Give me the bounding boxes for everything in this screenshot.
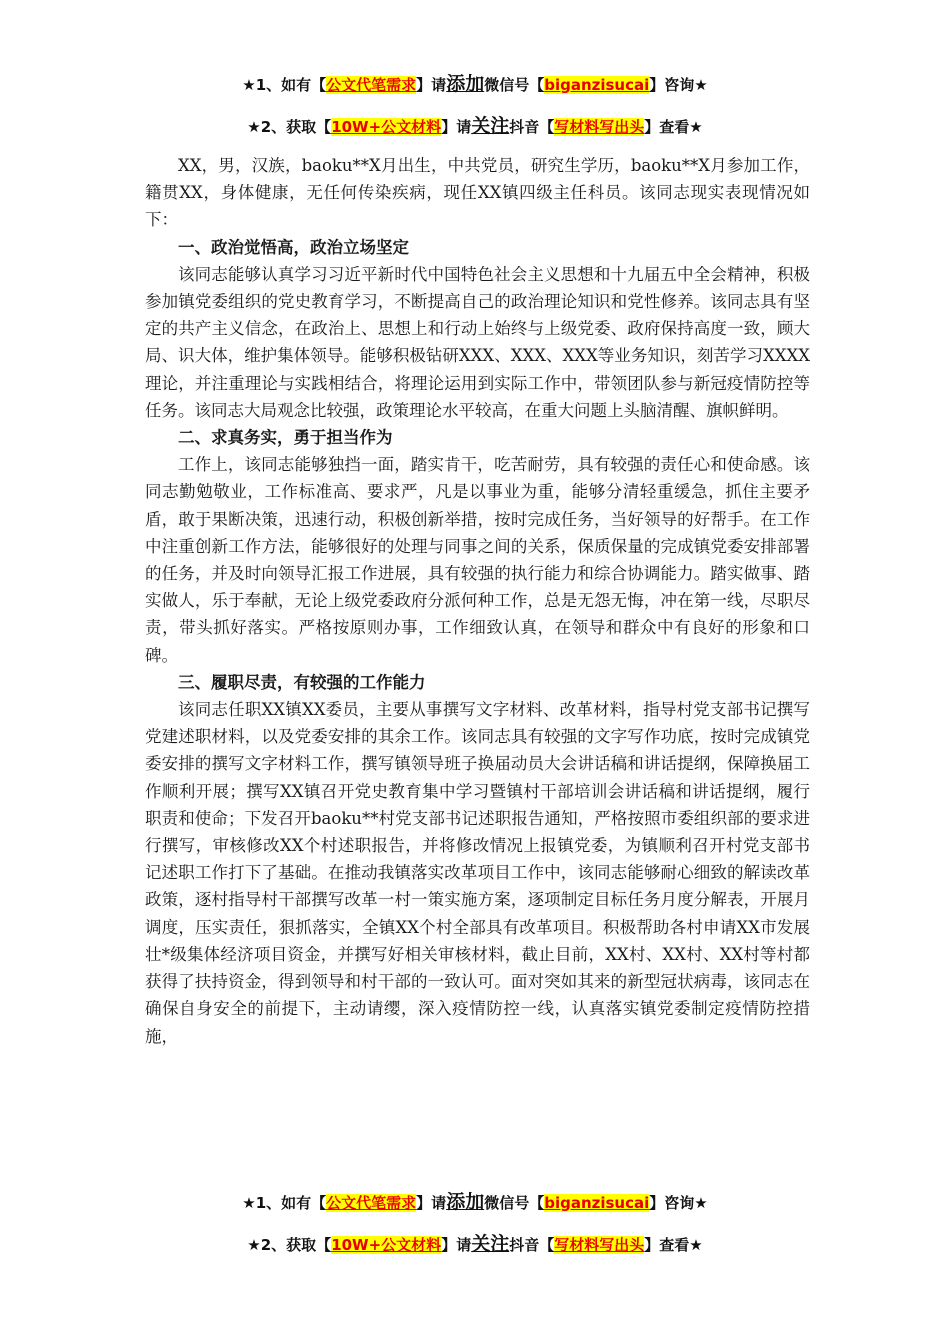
banner-emphasis: 添加 xyxy=(446,73,485,95)
footer-banner-consult xyxy=(0,1187,950,1214)
banner-emphasis: 添加 xyxy=(446,1191,485,1213)
section-heading-capability: 三、履职尽责，有较强的工作能力 xyxy=(178,672,426,692)
banner-text: 】请 xyxy=(441,1236,472,1254)
banner-highlight-materials: 10W+公文材料 xyxy=(331,118,442,136)
section-paragraph-political: 该同志能够认真学习习近平新时代中国特色社会主义思想和十九届五中全会精神，积极参加镇党委组织的党史教育学习，不断提高自己的政治理论知识和党性修养。该同志具有坚定的共产主义信念，在政治上、思想上和行动上始终与上级党委、政府保持高度一致，顾大局、识大体，维护集体领导。能够积极钻研XXX、XXX、XXX等业务知识，刻苦学习XXXX理论，并注重理论与实践相结合，将理论运用到实际工作中，带领团队参与新冠疫情防控等任务。该同志大局观念比较强，政策理论水平较高，在重大问题上头脑清醒、旗帜鲜明。 xyxy=(145,264,810,420)
banner-text: 微信号【 xyxy=(484,1194,545,1212)
banner-text: 】请 xyxy=(416,76,447,94)
banner-highlight-service: 公文代笔需求 xyxy=(326,76,417,94)
banner-douyin-account: 写材料写出头 xyxy=(554,1236,645,1254)
document-body xyxy=(145,152,810,1050)
banner-text: 】请 xyxy=(416,1194,447,1212)
banner-text: 】请 xyxy=(441,118,472,136)
section-paragraph-capability: 该同志任职XX镇XX委员，主要从事撰写文字材料、改革材料，指导村党支部书记撰写党建述职材料，以及党委安排的其余工作。该同志具有较强的文字写作功底，按时完成镇党委安排的撰写文字材料工作，撰写镇领导班子换届动员大会讲话稿和讲话提纲，保障换届工作顺利开展；撰写XX镇召开党史教育集中学习暨镇村干部培训会讲话稿和讲话提纲，履行职责和使命；下发召开baoku**村党支部书记述职报告通知，严格按照市委组织部的要求进行撰写，审核修改XX个村述职报告，并将修改情况上报镇党委，为镇顺利召开村党支部书记述职工作打下了基础。在推动我镇落实改革项目工作中，该同志能够耐心细致的解读改革政策，逐村指导村干部撰写改革一村一策实施方案，逐项制定目标任务月度分解表，开展月调度，压实责任，狠抓落实，全镇XX个村全部具有改革项目。积极帮助各村申请XX市发展壮*级集体经济项目资金，并撰写好相关审核材料，截止目前，XX村、XX村、XX村等村都获得了扶持资金，得到领导和村干部的一致认可。面对突如其来的新型冠状病毒，该同志在确保自身安全的前提下，主动请缨，深入疫情防控一线，认真落实镇党委制定疫情防控措施， xyxy=(145,700,810,1046)
banner-douyin-account: 写材料写出头 xyxy=(554,118,645,136)
section-paragraph-pragmatic: 工作上，该同志能够独挡一面，踏实肯干，吃苦耐劳，具有较强的责任心和使命感。该同志勤勉敬业，工作标准高、要求严，凡是以事业为重，能够分清轻重缓急，抓住主要矛盾，敢于果断决策，迅速行动，积极创新举措，按时完成任务，当好领导的好帮手。在工作中注重创新工作方法，能够很好的处理与同事之间的关系，保质保量的完成镇党委安排部署的任务，并及时向领导汇报工作进展，具有较强的执行能力和综合协调能力。踏实做事、踏实做人，乐于奉献，无论上级党委政府分派何种工作，总是无怨无悔，冲在第一线，尽职尽责，带头抓好落实。严格按原则办事，工作细致认真，在领导和群众中有良好的形象和口碑。 xyxy=(145,455,810,665)
section-heading-political: 一、政治觉悟高，政治立场坚定 xyxy=(178,237,409,257)
header-banner-douyin xyxy=(0,111,950,138)
banner-highlight-materials: 10W+公文材料 xyxy=(331,1236,442,1254)
banner-highlight-service: 公文代笔需求 xyxy=(326,1194,417,1212)
banner-text: ★1、如有【 xyxy=(242,76,327,94)
banner-text: 】咨询★ xyxy=(649,1194,708,1212)
banner-text: 抖音【 xyxy=(509,118,555,136)
banner-text: 微信号【 xyxy=(484,76,545,94)
banner-text: 抖音【 xyxy=(509,1236,555,1254)
banner-text: ★1、如有【 xyxy=(242,1194,327,1212)
banner-emphasis: 关注 xyxy=(471,115,510,137)
banner-text: 】咨询★ xyxy=(649,76,708,94)
banner-text: ★2、获取【 xyxy=(247,118,332,136)
header-banner-consult xyxy=(0,69,950,96)
intro-paragraph: XX，男，汉族，baoku**X月出生，中共党员，研究生学历，baoku**X月参加工作，籍贯XX，身体健康，无任何传染疾病，现任XX镇四级主任科员。该同志现实表现情况如下： xyxy=(145,156,810,230)
footer-banner-douyin xyxy=(0,1229,950,1256)
banner-text: ★2、获取【 xyxy=(247,1236,332,1254)
banner-wechat-id: biganzisucai xyxy=(544,1194,650,1212)
banner-wechat-id: biganzisucai xyxy=(544,76,650,94)
banner-emphasis: 关注 xyxy=(471,1233,510,1255)
banner-text: 】查看★ xyxy=(644,1236,703,1254)
banner-text: 】查看★ xyxy=(644,118,703,136)
section-heading-pragmatic: 二、求真务实，勇于担当作为 xyxy=(178,428,393,448)
